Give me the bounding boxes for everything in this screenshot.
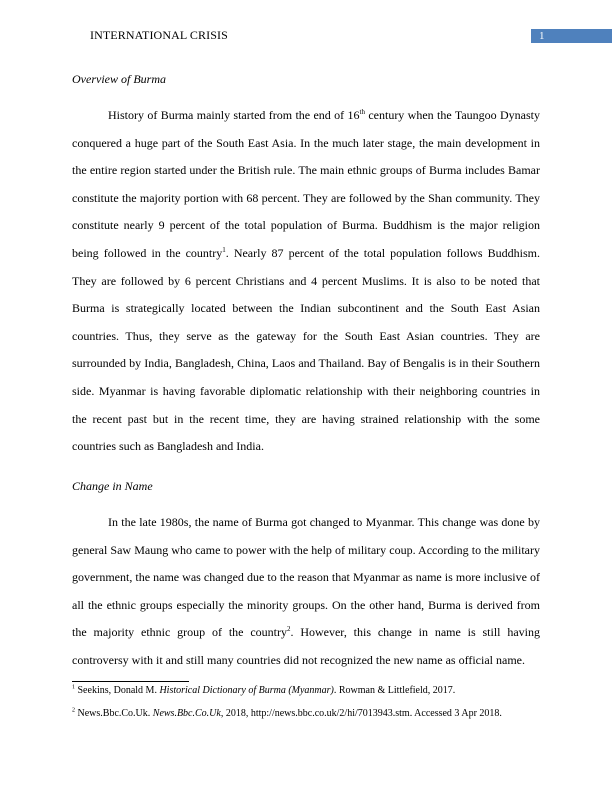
footnote-ref-1[interactable]: 1 [222, 245, 226, 254]
page-number: 1 [539, 30, 545, 42]
overview-text-part-1: History of Burma mainly started from the end of 16 [108, 108, 360, 122]
section-heading-change-in-name: Change in Name [72, 479, 153, 493]
footnote-title: Historical Dictionary of Burma (Myanmar) [159, 685, 334, 696]
footnote-1 [72, 685, 455, 696]
page-number-badge [531, 29, 612, 43]
footnote-url[interactable]: , 2018, http://news.bbc.co.uk/2/hi/7013943.stm. Accessed 3 Apr 2018. [220, 708, 502, 719]
section-heading-overview: Overview of Burma [72, 72, 166, 86]
running-head: INTERNATIONAL CRISIS [90, 28, 228, 42]
footnote-number: 1 [72, 684, 75, 691]
footnote-publisher: . Rowman & Littlefield, 2017. [333, 685, 456, 696]
footnote-source: News.Bbc.Co.Uk. [75, 708, 153, 719]
superscript-th: th [359, 108, 365, 116]
footnote-title: News.Bbc.Co.Uk [152, 708, 221, 719]
footnote-author: Seekins, Donald M. [75, 685, 160, 696]
paragraph-change-in-name [72, 509, 540, 675]
change-text-part-2: . However, this change in name is still having controversy with it and still many countries did not recognized the new name as official name. [72, 625, 540, 667]
overview-text-part-3: . Nearly 87 percent of the total population follows Buddhism. They are followed by 6 percent Christians and 4 percent Muslims. It is also to be noted that Burma is strategically located between the Indian subcontinent and the South East Asian countries. Thus, they serve as the gateway for the South East Asian countries. They are surrounded by India, Bangladesh, China, Laos and Thailand. Bay of Bengalis is in their Southern side. Myanmar is having favorable diplomatic relationship with their neighboring countries in the recent past but in the recent time, they are having strained relationship with the some countries such as Bangladesh and India. [72, 245, 540, 454]
footnote-2 [72, 708, 502, 719]
overview-text-part-2: century when the Taungoo Dynasty conquered a huge part of the South East Asia. In the much later stage, the main development in the entire region started under the British rule. The main ethnic groups of Burma includes Bamar constitute the majority portion with 68 percent. They are followed by the Shan community. They constitute nearly 9 percent of the total population of Burma. Buddhism is the major religion being followed in the country [72, 108, 540, 260]
footnote-number: 2 [72, 707, 75, 714]
paragraph-overview [72, 102, 540, 461]
footnote-ref-2[interactable]: 2 [286, 625, 291, 634]
footnote-separator [72, 681, 189, 682]
change-text-part-1: In the late 1980s, the name of Burma got changed to Myanmar. This change was done by general Saw Maung who came to power with the help of military coup. According to the military government, the name was changed due to the reason that Myanmar as name is more inclusive of all the ethnic groups especially the minority groups. On the other hand, Burma is derived from the majority ethnic group of the country [72, 515, 540, 640]
